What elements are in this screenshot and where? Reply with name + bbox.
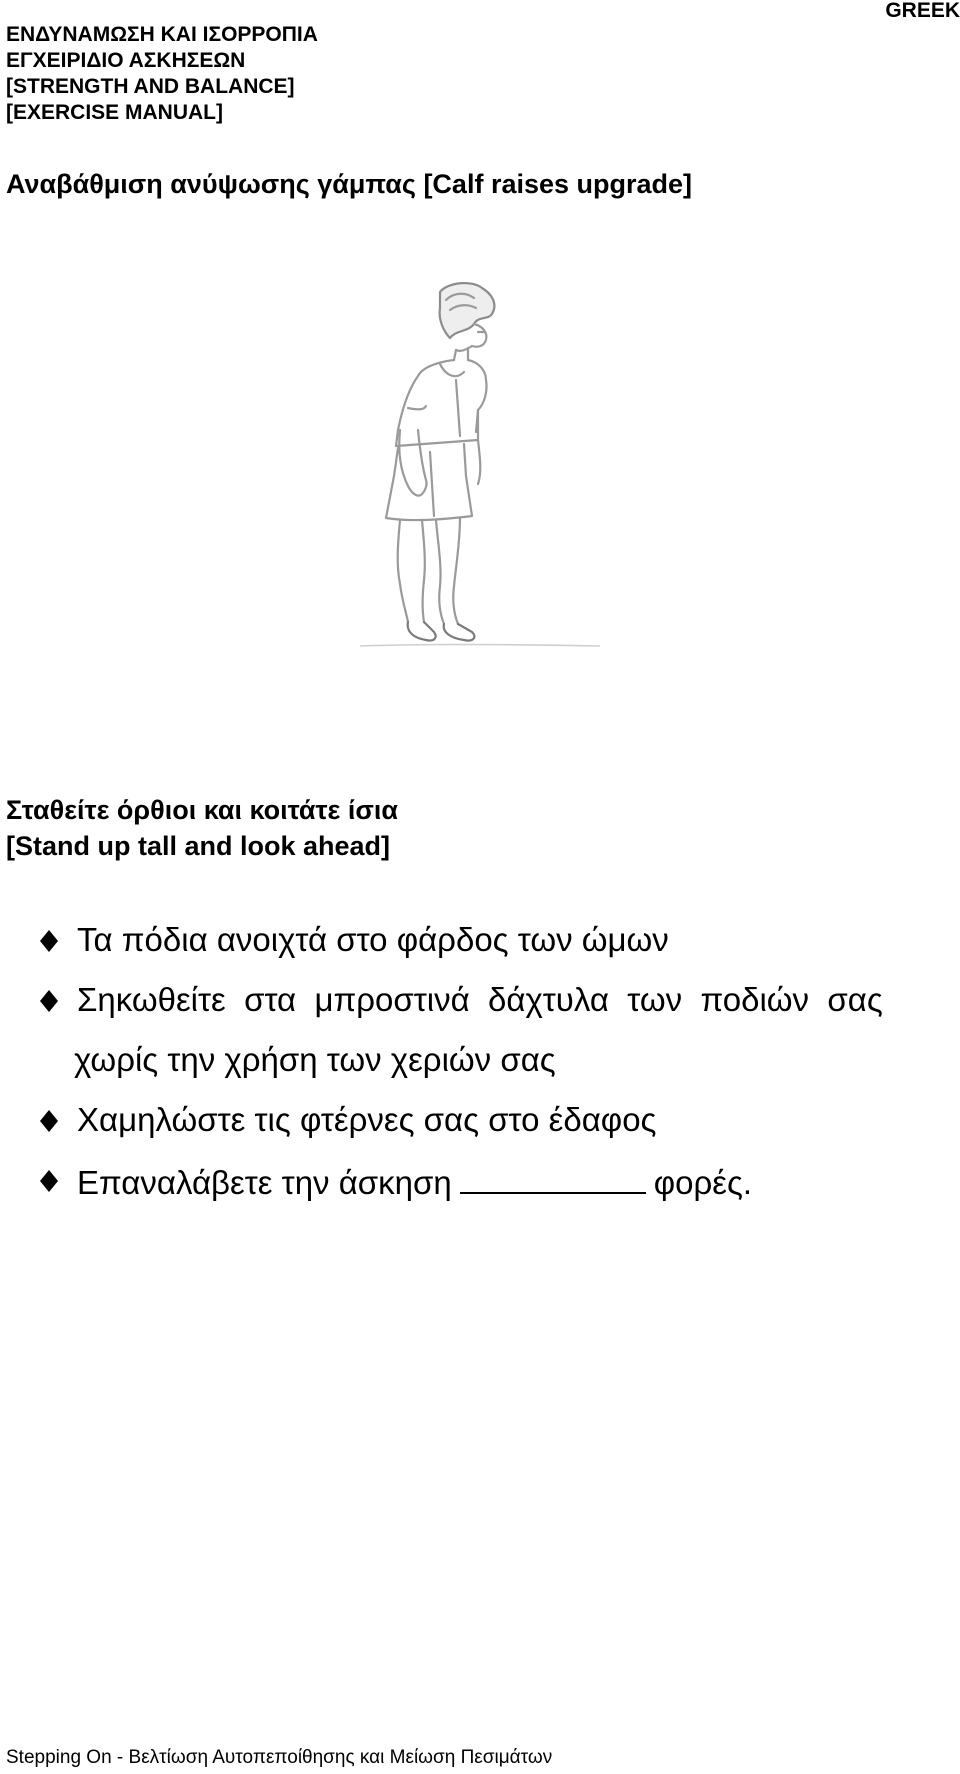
instruction-block bbox=[6, 792, 398, 864]
instruction-english: [Stand up tall and look ahead] bbox=[6, 831, 391, 861]
page-footer: Stepping On - Βελτίωση Αυτοπεποίθησης και Μείωση Πεσιμάτων bbox=[6, 1747, 553, 1768]
step-text-after-blank: φορές. bbox=[653, 1164, 753, 1201]
exercise-title: Αναβάθμιση ανύψωσης γάμπας [Calf raises upgrade] bbox=[6, 169, 693, 199]
step-text-before-blank: Επαναλάβετε την άσκηση bbox=[77, 1164, 452, 1201]
step-text: Σηκωθείτε στα μπροστινά δάχτυλα των ποδιών σας bbox=[77, 981, 883, 1018]
list-item bbox=[0, 1100, 960, 1140]
header-line-1: ΕΝΔΥΝΑΜΩΣΗ ΚΑΙ ΙΣΟΡΡΟΠΙΑ bbox=[6, 23, 318, 46]
list-item bbox=[0, 1160, 960, 1203]
steps-list bbox=[0, 920, 960, 1223]
language-tag: GREEK bbox=[885, 0, 960, 22]
header-line-3: [STRENGTH AND BALANCE] bbox=[6, 75, 295, 98]
step-continuation: χωρίς την χρήση των χεριών σας bbox=[74, 1041, 556, 1078]
repetitions-blank[interactable] bbox=[460, 1160, 646, 1194]
header-line-4: [EXERCISE MANUAL] bbox=[6, 101, 224, 124]
diamond-bullet-icon bbox=[40, 1170, 58, 1192]
standing-woman-illustration bbox=[360, 280, 600, 650]
diamond-bullet-icon bbox=[40, 1110, 58, 1132]
list-item bbox=[0, 920, 960, 960]
step-text: Χαμηλώστε τις φτέρνες σας στο έδαφος bbox=[77, 1101, 657, 1138]
header-line-2: ΕΓΧΕΙΡΙΔΙΟ ΑΣΚΗΣΕΩΝ bbox=[6, 49, 246, 72]
diamond-bullet-icon bbox=[40, 990, 58, 1012]
instruction-greek: Σταθείτε όρθιοι και κοιτάτε ίσια bbox=[6, 795, 398, 825]
diamond-bullet-icon bbox=[40, 930, 58, 952]
list-item bbox=[0, 980, 960, 1080]
manual-header bbox=[6, 22, 318, 126]
step-text: Τα πόδια ανοιχτά στο φάρδος των ώμων bbox=[77, 921, 669, 958]
